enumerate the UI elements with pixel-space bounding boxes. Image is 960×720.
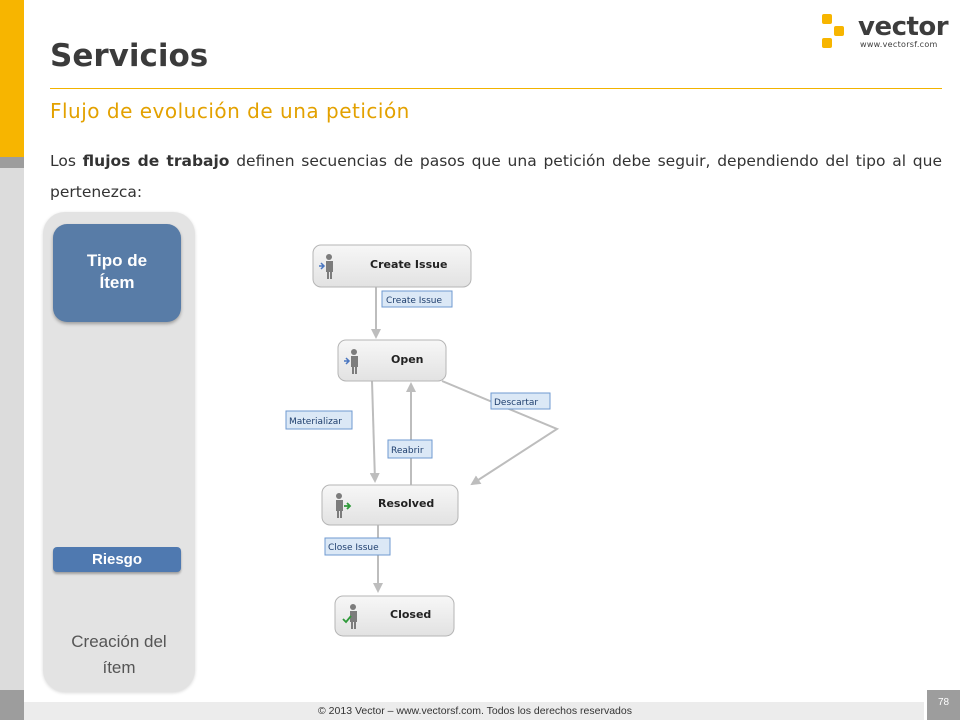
svg-text:Close Issue: Close Issue — [328, 543, 379, 553]
logo-wordmark: vector — [858, 12, 949, 42]
tipo-de-item-button[interactable]: Tipo de Ítem — [53, 224, 181, 322]
transition-label-close-issue — [325, 538, 390, 555]
logo-url: www.vectorsf.com — [860, 40, 938, 49]
footer-copyright: © 2013 Vector – www.vectorsf.com. Todos los derechos reservados — [318, 705, 632, 717]
svg-text:Open: Open — [391, 353, 424, 366]
state-closed — [335, 596, 454, 636]
section-subtitle: Flujo de evolución de una petición — [50, 99, 410, 123]
logo-square-icon — [834, 26, 844, 36]
person-icon — [351, 349, 357, 355]
title-underline — [50, 88, 942, 89]
transition-label-materializar — [286, 411, 352, 429]
intro-bold-term: flujos de trabajo — [82, 152, 230, 170]
riesgo-button[interactable]: Riesgo — [53, 547, 181, 572]
transition-label-descartar — [491, 393, 550, 409]
panel-caption: Creación del ítem — [71, 632, 167, 677]
person-icon — [350, 604, 356, 610]
sidebar-accent-yellow — [0, 0, 24, 157]
svg-text:Reabrir: Reabrir — [391, 446, 424, 456]
svg-text:Create Issue: Create Issue — [386, 296, 443, 306]
vector-logo — [822, 14, 947, 56]
intro-paragraph: Los flujos de trabajo definen secuencias de pasos que una petición debe seguir, dependiendo del tipo al que pertenezca: — [50, 152, 942, 201]
page-title: Servicios — [50, 38, 209, 74]
logo-square-icon — [822, 14, 832, 24]
sidebar-accent-divider — [0, 157, 24, 168]
svg-text:Resolved: Resolved — [378, 497, 435, 510]
svg-text:Materializar: Materializar — [289, 417, 343, 427]
state-open — [338, 340, 446, 381]
transition-label-reabrir — [388, 440, 432, 458]
state-create-issue — [313, 245, 471, 287]
svg-text:Closed: Closed — [390, 608, 432, 621]
svg-text:Descartar: Descartar — [494, 398, 539, 408]
state-resolved — [322, 485, 458, 525]
sidebar-accent-gray — [0, 168, 24, 690]
svg-text:Create Issue: Create Issue — [370, 258, 448, 271]
logo-square-icon — [822, 38, 832, 48]
person-icon — [336, 493, 342, 499]
person-icon — [326, 254, 332, 260]
workflow-diagram — [280, 236, 570, 646]
transition-label-create-issue — [382, 291, 452, 307]
page-number: 78 — [937, 697, 950, 708]
transition-arrow — [372, 381, 375, 481]
